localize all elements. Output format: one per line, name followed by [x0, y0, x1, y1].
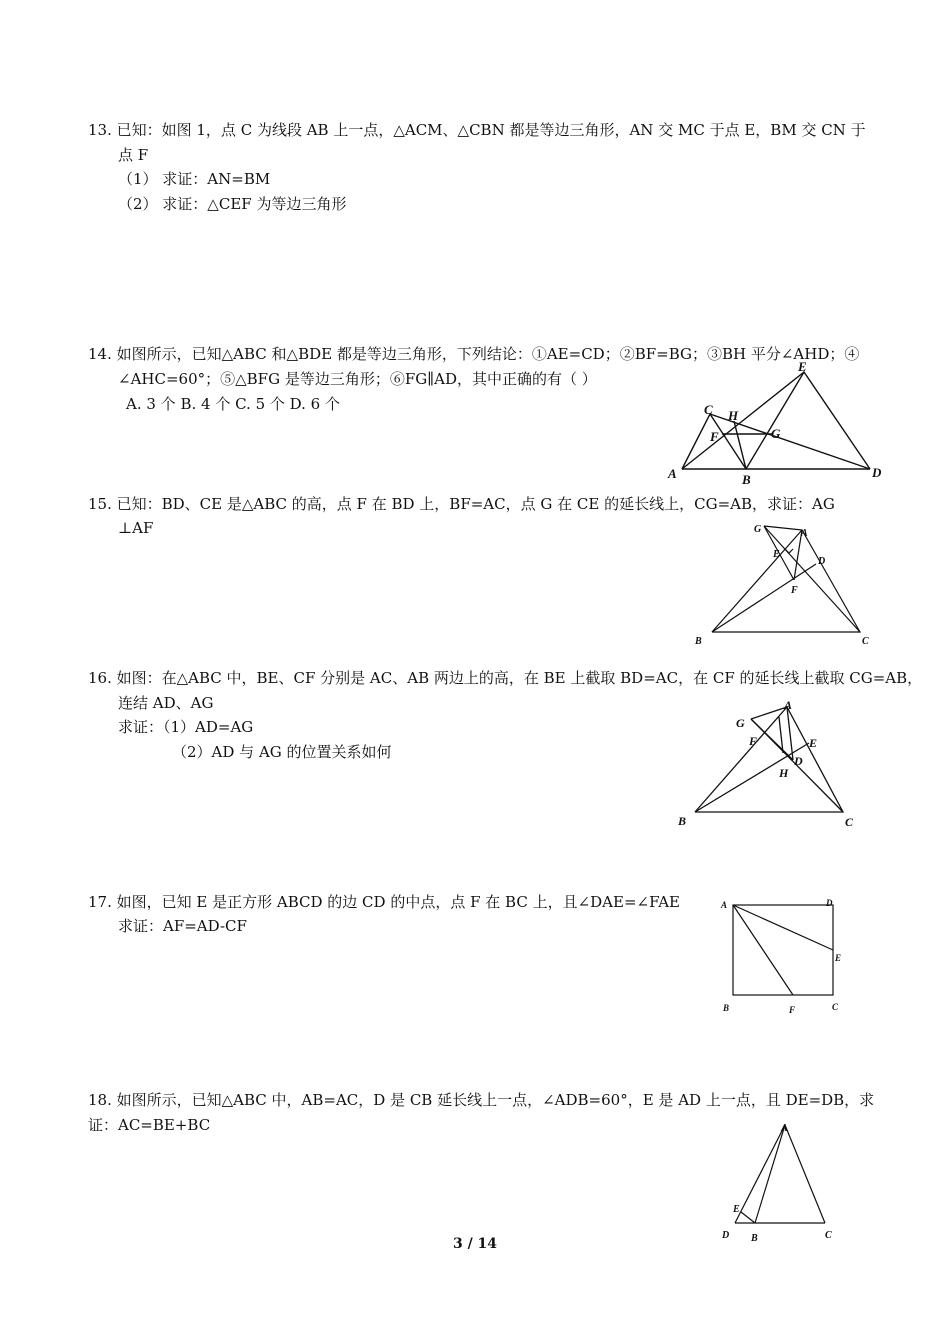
- p14-label-b: B: [742, 472, 751, 487]
- p16-label-d: D: [794, 754, 803, 768]
- page-number: 3 / 14: [452, 1236, 498, 1252]
- p14-line-1: 14. 如图所示，已知△ABC 和△BDE 都是等边三角形，下列结论：①AE=CD；②BF=BG；③BH 平分∠AHD；④: [88, 345, 860, 363]
- p16-label-g: G: [736, 716, 745, 730]
- p14-label-c: C: [704, 402, 713, 417]
- p15-label-e: E: [773, 549, 780, 560]
- p17-label-d: D: [826, 898, 833, 908]
- p17-line-1: 17. 如图，已知 E 是正方形 ABCD 的边 CD 的中点，点 F 在 BC 上，且∠DAE=∠FAE: [88, 893, 680, 911]
- p17-line-2: 求证：AF=AD-CF: [118, 917, 247, 935]
- p17-label-a: A: [721, 900, 728, 910]
- p17-label-c: C: [832, 1002, 839, 1012]
- p16-label-h: H: [779, 766, 789, 780]
- p14-line-2: ∠AHC=60°；⑤△BFG 是等边三角形；⑥FG∥AD，其中正确的有（ ）: [118, 370, 597, 388]
- p18-figure: [715, 1115, 845, 1245]
- p13-line-1: 13. 已知：如图 1，点 C 为线段 AB 上一点，△ACM、△CBN 都是等边三角形，AN 交 MC 于点 E，BM 交 CN 于: [88, 121, 866, 139]
- p16-line-3: 求证：（1）AD=AG: [118, 718, 254, 736]
- p14-label-f: F: [710, 429, 719, 444]
- p15-line-1: 15. 已知：BD、CE 是△ABC 的高，点 F 在 BD 上，BF=AC，点 G 在 CE 的延长线上，CG=AB，求证：AG: [88, 495, 835, 513]
- p15-label-a: A: [801, 528, 808, 539]
- p15-figure: [690, 520, 880, 650]
- p14-label-a: A: [668, 466, 677, 481]
- p16-label-e: E: [809, 736, 818, 750]
- p14-label-e: E: [798, 360, 807, 374]
- p16-label-b: B: [678, 814, 687, 828]
- p15-label-g: G: [754, 524, 762, 535]
- p18-line-2: 证：AC=BE+BC: [88, 1116, 211, 1134]
- p17-figure: [715, 895, 855, 1020]
- p15-line-2: ⊥AF: [118, 519, 154, 537]
- p15-label-d: D: [818, 556, 826, 567]
- p18-label-b: B: [751, 1233, 758, 1244]
- p18-label-e: E: [733, 1204, 740, 1215]
- p14-label-d: D: [872, 465, 882, 480]
- p15-label-b: B: [695, 636, 702, 647]
- p17-label-e: E: [835, 953, 842, 963]
- p16-line-4: （2）AD 与 AG 的位置关系如何: [172, 743, 392, 761]
- p15-label-c: C: [862, 636, 869, 647]
- p17-label-f: F: [789, 1005, 796, 1015]
- p16-label-f: F: [749, 734, 758, 748]
- p14-choices: A. 3 个 B. 4 个 C. 5 个 D. 6 个: [126, 395, 340, 413]
- p18-label-d: D: [722, 1230, 730, 1241]
- p13-part-2: （2） 求证：△CEF 为等边三角形: [118, 195, 347, 213]
- p16-label-a: A: [784, 698, 793, 712]
- p14-label-h: H: [728, 408, 739, 423]
- p13-part-1: （1） 求证：AN=BM: [118, 170, 271, 188]
- p17-label-b: B: [723, 1003, 730, 1013]
- p14-label-g: G: [771, 426, 781, 441]
- p18-line-1: 18. 如图所示，已知△ABC 中，AB=AC，D 是 CB 延长线上一点，∠ADB=60°，E 是 AD 上一点，且 DE=DB，求: [88, 1091, 875, 1109]
- p16-line-2: 连结 AD、AG: [118, 694, 214, 712]
- p16-line-1: 16. 如图：在△ABC 中，BE、CF 分别是 AC、AB 两边上的高，在 BE 上截取 BD=AC，在 CF 的延长线上截取 CG=AB，: [88, 669, 923, 687]
- p16-label-c: C: [845, 815, 854, 829]
- p14-figure: [660, 360, 890, 490]
- p13-line-2: 点 F: [118, 146, 149, 164]
- p18-label-a: A: [781, 1123, 788, 1134]
- p18-label-c: C: [825, 1230, 832, 1241]
- p16-figure: [675, 695, 870, 835]
- p15-label-f: F: [791, 585, 798, 596]
